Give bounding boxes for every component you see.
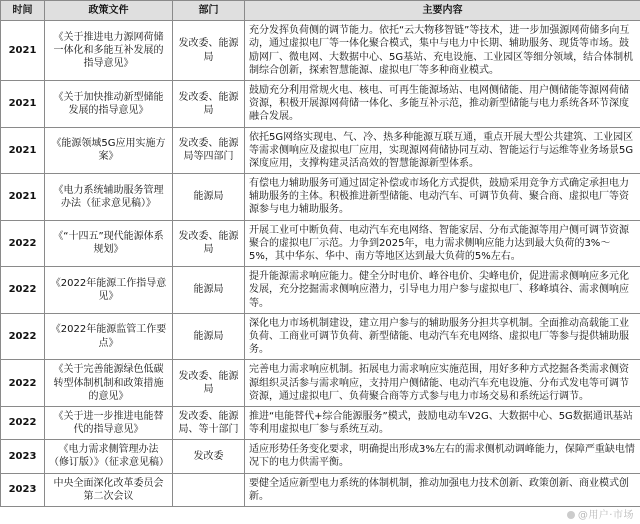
cell-department	[173, 473, 245, 506]
cell-content: 充分发挥负荷侧的调节能力。依托“云大物移智链”等技术，进一步加强源网荷储多向互动，通过虚拟电厂等一体化聚合模式，集中与电力中长期、辅助服务、现货等市场。鼓励网厂、微电网、大数据中心、5G基站、充电设施、工业园区等细分领域，结合体制机制综合创新，探索智慧能源、虚拟电厂等多种商业模式。	[245, 21, 640, 81]
cell-content: 适应形势任务变化要求，明确提出形成3%左右的需求侧机动调峰能力，保障严重缺电情况下的电力供需平衡。	[245, 440, 640, 473]
table-row	[1, 267, 640, 314]
column-header-department: 部门	[173, 1, 245, 21]
column-header-time: 时间	[1, 1, 45, 21]
cell-time: 2022	[1, 360, 45, 407]
cell-document: 《关于进一步推进电能替代的指导意见》	[45, 406, 173, 439]
cell-document: 《关于推进电力源网荷储一体化和多能互补发展的指导意见》	[45, 21, 173, 81]
cell-department: 能源局	[173, 174, 245, 221]
table-row	[1, 220, 640, 267]
cell-document: 《“十四五”现代能源体系规划》	[45, 220, 173, 267]
table-row	[1, 440, 640, 473]
cell-department: 发改委、能源局、等十部门	[173, 406, 245, 439]
table-row	[1, 21, 640, 81]
cell-document: 中央全面深化改革委员会第二次会议	[45, 473, 173, 506]
cell-time: 2022	[1, 313, 45, 360]
table-row	[1, 360, 640, 407]
cell-department: 能源局	[173, 267, 245, 314]
cell-content: 完善电力需求响应机制。拓展电力需求响应实施范围，用好多种方式挖掘各类需求侧资源组织灵活参与需求响应，支持用户侧储能、电动汽车充电设施、分布式发电等可调节资源，通过虚拟电厂、负荷聚合商等方式参与电力市场交易和系统运行调节。	[245, 360, 640, 407]
cell-content: 有偿电力辅助服务可通过固定补偿或市场化方式提供，鼓励采用竞争方式确定承担电力辅助服务的主体。积极推进新型储能、电动汽车、可调节负荷、聚合商、虚拟电厂等资源参与电力辅助服务。	[245, 174, 640, 221]
table-body	[1, 21, 640, 507]
cell-department: 发改委、能源局	[173, 80, 245, 127]
cell-time: 2023	[1, 440, 45, 473]
cell-content: 要健全适应新型电力系统的体制机制，推动加强电力技术创新、政策创新、商业模式创新。	[245, 473, 640, 506]
cell-department: 发改委、能源局	[173, 220, 245, 267]
column-header-document: 政策文件	[45, 1, 173, 21]
cell-time: 2021	[1, 174, 45, 221]
cell-content: 开展工业可中断负荷、电动汽车充电网络、智能家居、分布式能源等用户侧可调节资源聚合的虚拟电厂示范。力争到2025年，电力需求侧响应能力达到最大负荷的3%～5%，其中华东、华中、南方等地区达到最大负荷的5%左右。	[245, 220, 640, 267]
cell-content: 深化电力市场机制建设，建立用户参与的辅助服务分担共享机制。全面推动高载能工业负荷、工商业可调节负荷、新型储能、电动汽车充电网络、虚拟电厂等参与提供辅助服务。	[245, 313, 640, 360]
table-header-row	[1, 1, 640, 21]
cell-document: 《2022年能源监管工作要点》	[45, 313, 173, 360]
cell-time: 2023	[1, 473, 45, 506]
watermark-text: @用户·市场	[577, 510, 634, 521]
cell-department: 发改委、能源局	[173, 360, 245, 407]
cell-document: 《2022年能源工作指导意见》	[45, 267, 173, 314]
table-row	[1, 80, 640, 127]
cell-content: 提升能源需求响应能力。健全分时电价、峰谷电价、尖峰电价，促进需求侧响应多元化发展，充分挖掘需求侧响应潜力，引导电力用户参与虚拟电厂、移峰填谷、需求侧响应等。	[245, 267, 640, 314]
table-row	[1, 174, 640, 221]
cell-time: 2022	[1, 406, 45, 439]
cell-document: 《关于加快推动新型储能发展的指导意见》	[45, 80, 173, 127]
table-row	[1, 473, 640, 506]
table-row	[1, 127, 640, 174]
column-header-content: 主要内容	[245, 1, 640, 21]
cell-content: 依托5G网络实现电、气、冷、热多种能源互联互通，重点开展大型公共建筑、工业园区等需求侧响应及虚拟电厂应用，实现源网荷储协同互动、智能运行与运维等业务场景5G深度应用，支撑构建灵活高效的智慧能源新型体系。	[245, 127, 640, 174]
cell-document: 《电力需求侧管理办法（修订版）》（征求意见稿）	[45, 440, 173, 473]
table-header	[1, 1, 640, 21]
watermark-avatar-icon	[567, 511, 575, 519]
cell-time: 2022	[1, 267, 45, 314]
cell-time: 2021	[1, 127, 45, 174]
cell-document: 《电力系统辅助服务管理办法（征求意见稿）》	[45, 174, 173, 221]
cell-content: 鼓励充分利用常规火电、核电、可再生能源场站、电网侧储能、用户侧储能等源网荷储资源，积极开展源网荷储一体化、多能互补示范，推动新型储能与电力系统各环节深度融合发展。	[245, 80, 640, 127]
cell-department: 发改委、能源局	[173, 21, 245, 81]
cell-department: 发改委、能源局等四部门	[173, 127, 245, 174]
cell-document: 《关于完善能源绿色低碳转型体制机制和政策措施的意见》	[45, 360, 173, 407]
table-row	[1, 406, 640, 439]
cell-time: 2021	[1, 21, 45, 81]
cell-time: 2021	[1, 80, 45, 127]
cell-department: 发改委	[173, 440, 245, 473]
cell-time: 2022	[1, 220, 45, 267]
cell-department: 能源局	[173, 313, 245, 360]
table-row	[1, 313, 640, 360]
cell-document: 《能源领域5G应用实施方案》	[45, 127, 173, 174]
watermark	[567, 506, 634, 521]
cell-content: 推进“电能替代+综合能源服务”模式，鼓励电动车V2G、大数据中心、5G数据通讯基站等利用虚拟电厂参与系统互动。	[245, 406, 640, 439]
